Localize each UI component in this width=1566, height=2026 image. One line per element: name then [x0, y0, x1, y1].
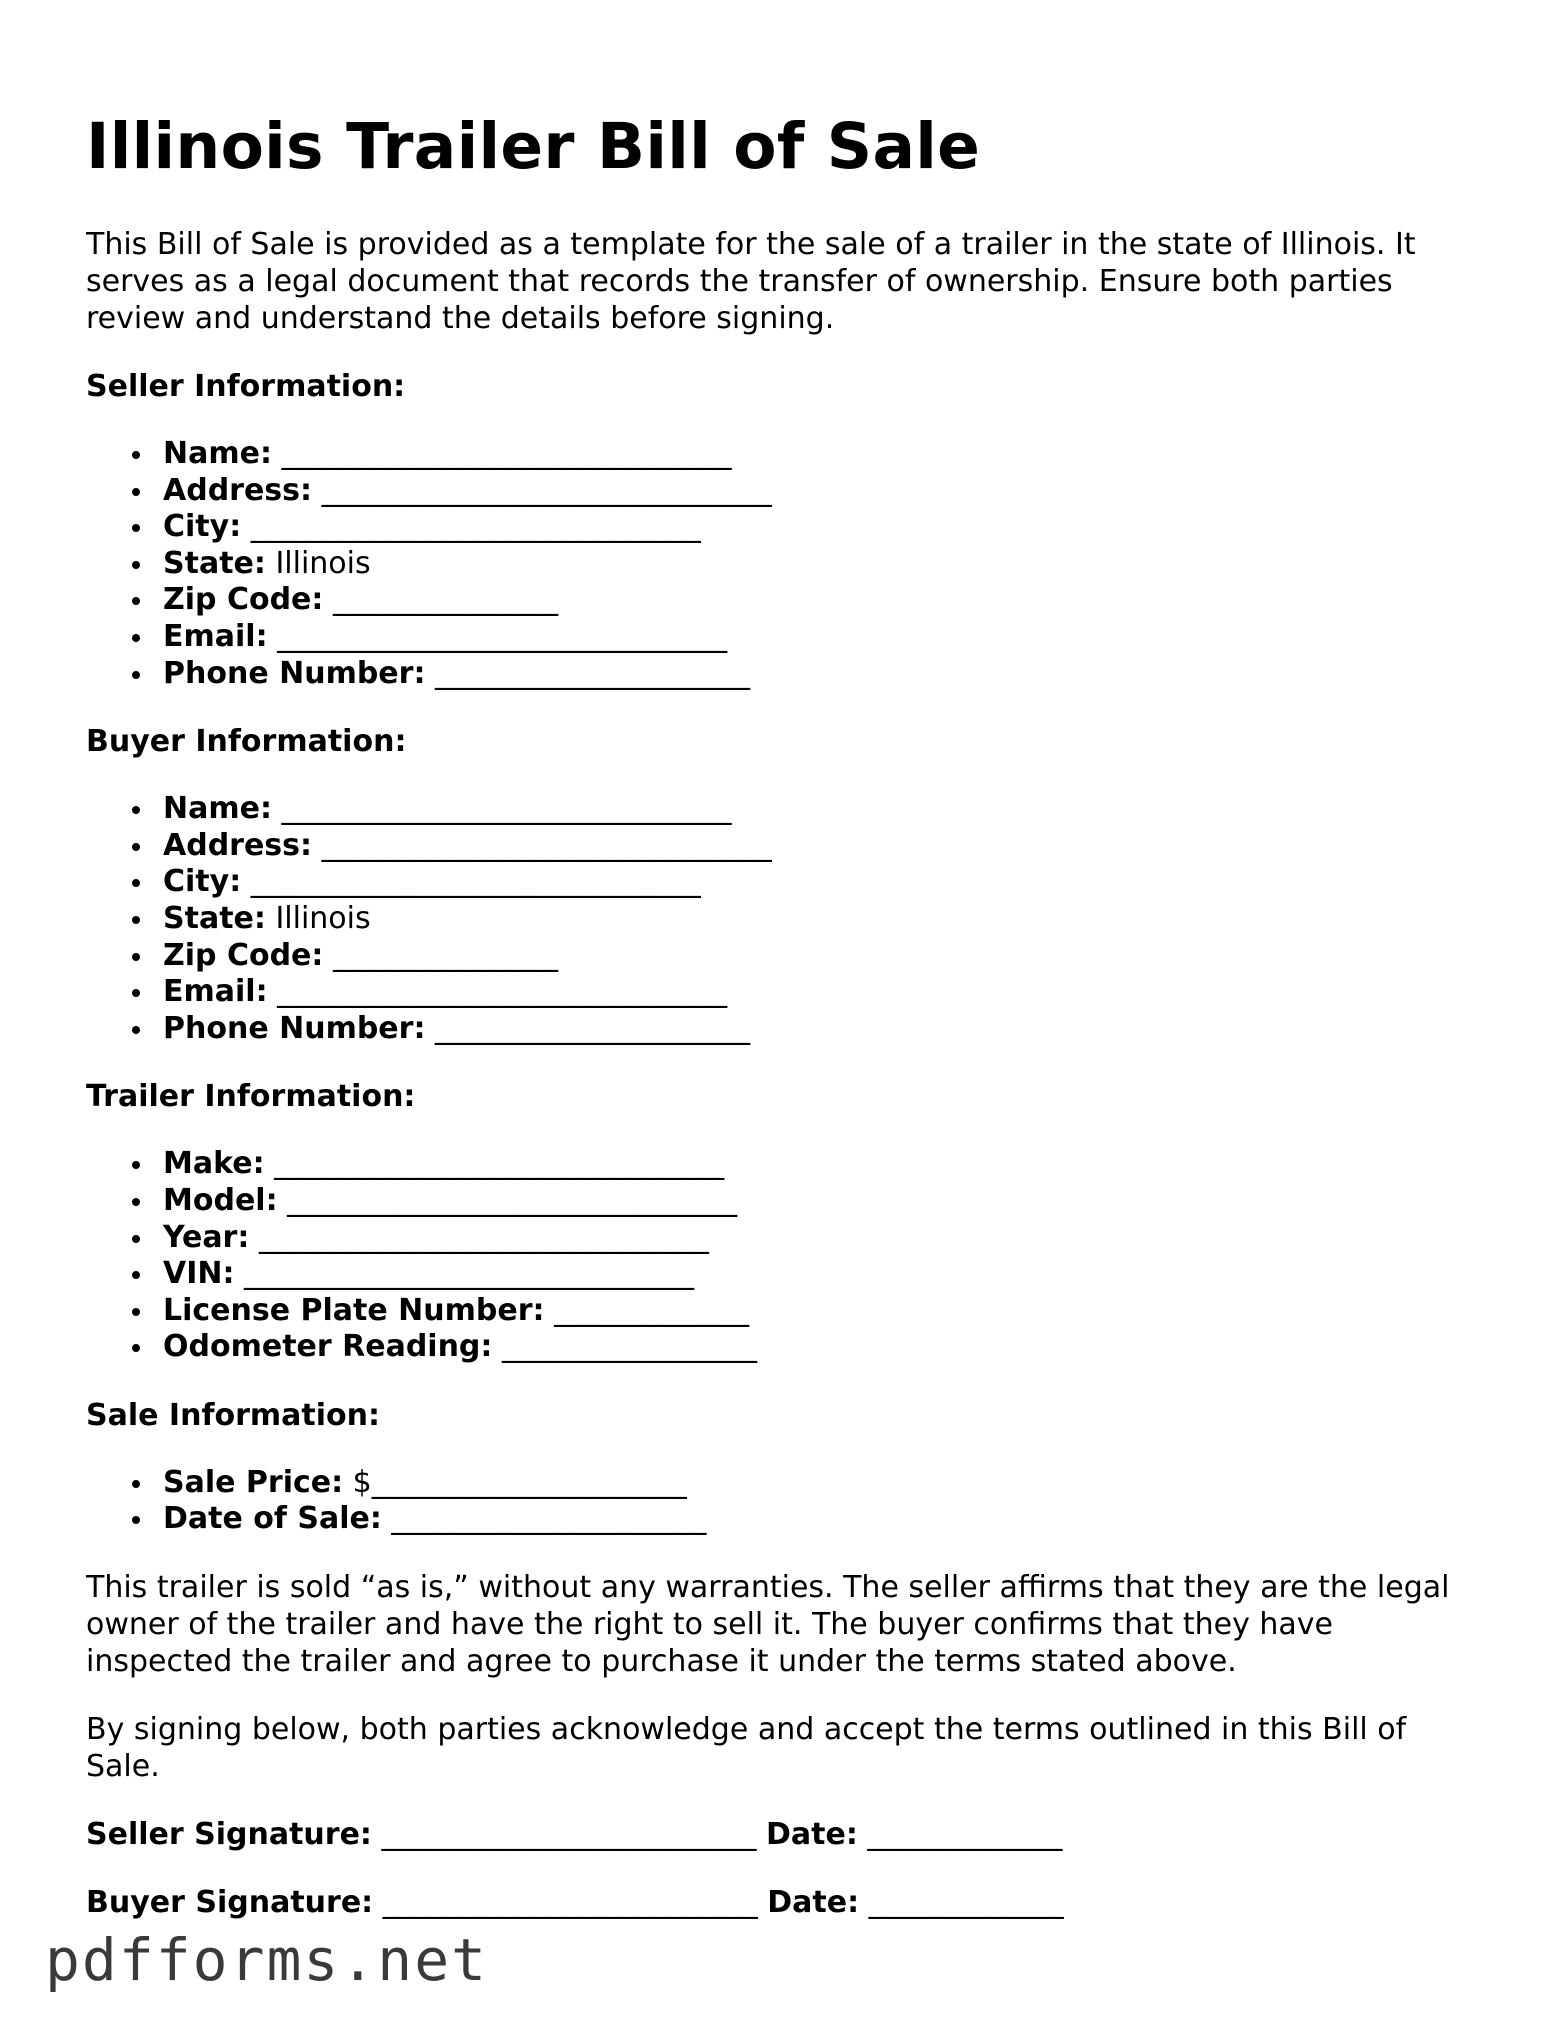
- seller-zip-field[interactable]: Zip Code: _______________: [163, 582, 1486, 619]
- seller-state-field: State: Illinois: [163, 546, 1486, 583]
- buyer-address-field[interactable]: Address: ______________________________: [163, 828, 1486, 865]
- intro-paragraph: This Bill of Sale is provided as a template for the sale of a trailer in the state of Illinois. It serves as a legal document that records the transfer of ownership. Ensure both parties review and understand the details before signing.: [86, 227, 1416, 336]
- trailer-model-field[interactable]: Model: ______________________________: [163, 1183, 1486, 1220]
- buyer-name-field[interactable]: Name: ______________________________: [163, 791, 1486, 828]
- seller-date-line[interactable]: _____________: [867, 1817, 1063, 1853]
- seller-address-field[interactable]: Address: ______________________________: [163, 473, 1486, 510]
- buyer-signature-row[interactable]: [86, 1884, 1486, 1921]
- sale-field-list: [86, 1465, 1486, 1538]
- buyer-email-field[interactable]: Email: ______________________________: [163, 974, 1486, 1011]
- buyer-city-field[interactable]: City: ______________________________: [163, 864, 1486, 901]
- acknowledge-paragraph: By signing below, both parties acknowledge and accept the terms outlined in this Bill of Sale.: [86, 1712, 1407, 1785]
- sale-section-heading: Sale Information:: [86, 1397, 380, 1433]
- document-page: [86, 105, 1486, 1921]
- trailer-field-list: [86, 1146, 1486, 1366]
- trailer-vin-field[interactable]: VIN: ______________________________: [163, 1256, 1486, 1293]
- buyer-date-line[interactable]: _____________: [868, 1885, 1064, 1921]
- trailer-section-heading: Trailer Information:: [86, 1079, 416, 1115]
- sale-date-field[interactable]: Date of Sale: _____________________: [163, 1501, 1486, 1538]
- seller-signature-row[interactable]: [86, 1816, 1486, 1853]
- buyer-signature-line[interactable]: _________________________: [382, 1885, 758, 1921]
- seller-field-list: [86, 436, 1486, 692]
- seller-name-field[interactable]: Name: ______________________________: [163, 436, 1486, 473]
- buyer-state-field: State: Illinois: [163, 901, 1486, 938]
- trailer-make-field[interactable]: Make: ______________________________: [163, 1146, 1486, 1183]
- seller-date-label: Date:: [766, 1817, 858, 1853]
- seller-section-heading: Seller Information:: [86, 369, 406, 404]
- seller-signature-label: Seller Signature:: [86, 1817, 372, 1853]
- trailer-year-field[interactable]: Year: ______________________________: [163, 1220, 1486, 1257]
- seller-signature-line[interactable]: _________________________: [381, 1817, 757, 1853]
- watermark-logo: pdfforms.net: [45, 1926, 489, 1994]
- buyer-signature-label: Buyer Signature:: [86, 1885, 374, 1921]
- trailer-odometer-field[interactable]: Odometer Reading: _________________: [163, 1329, 1486, 1366]
- sale-price-field[interactable]: Sale Price: $_____________________: [163, 1465, 1486, 1502]
- buyer-phone-field[interactable]: Phone Number: _____________________: [163, 1011, 1486, 1048]
- buyer-field-list: [86, 791, 1486, 1047]
- seller-phone-field[interactable]: Phone Number: _____________________: [163, 656, 1486, 693]
- document-title: Illinois Trailer Bill of Sale: [86, 110, 981, 183]
- buyer-section-heading: Buyer Information:: [86, 724, 407, 760]
- terms-paragraph: This trailer is sold “as is,” without any warranties. The seller affirms that they are the legal owner of the trailer and have the right to sell it. The buyer confirms that they have inspected the trailer and agree to purchase it under the terms stated above.: [86, 1570, 1450, 1680]
- seller-city-field[interactable]: City: ______________________________: [163, 509, 1486, 546]
- seller-email-field[interactable]: Email: ______________________________: [163, 619, 1486, 656]
- buyer-zip-field[interactable]: Zip Code: _______________: [163, 938, 1486, 975]
- trailer-license-plate-field[interactable]: License Plate Number: _____________: [163, 1293, 1486, 1330]
- buyer-date-label: Date:: [767, 1885, 860, 1921]
